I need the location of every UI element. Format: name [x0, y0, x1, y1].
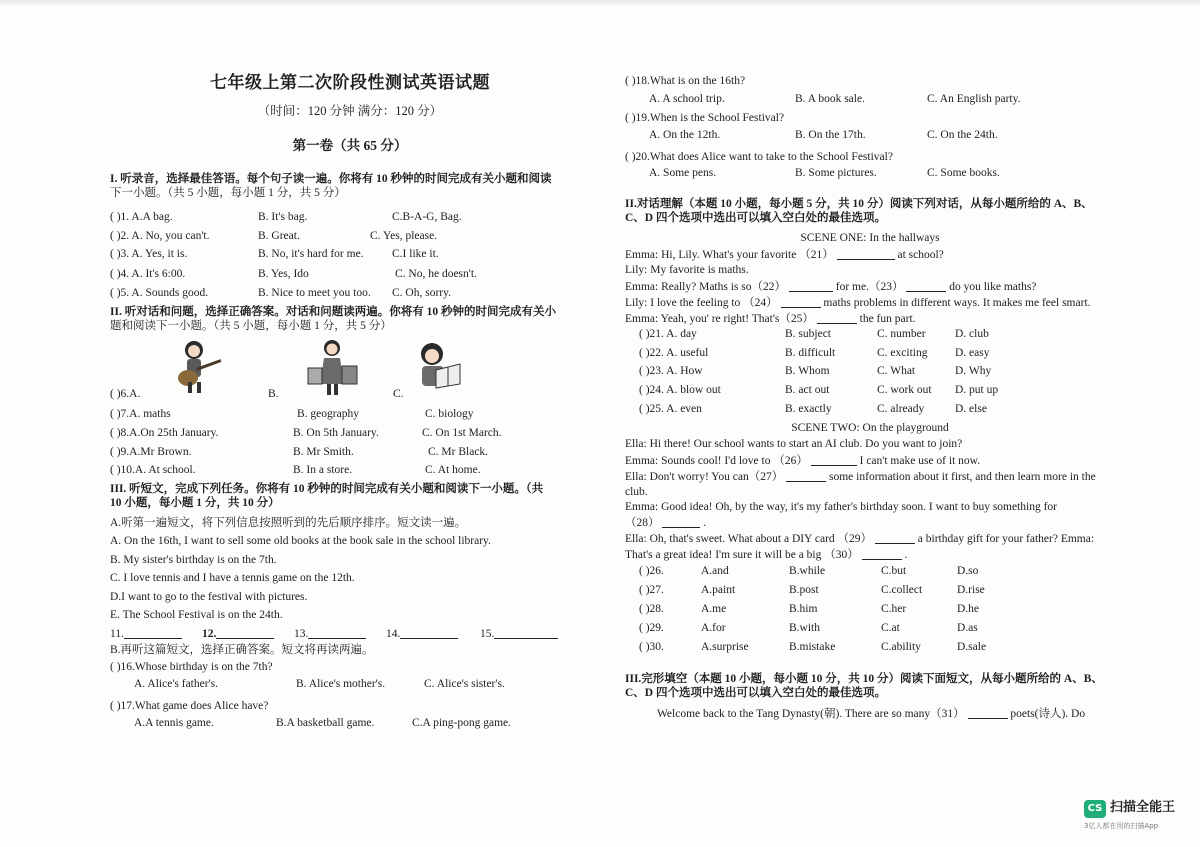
- q5-option-a: ( )5. A. Sounds good.: [110, 287, 209, 299]
- dialogue-line-25-text: Emma: Yeah, you' re right! That's（25）: [625, 313, 814, 325]
- sentence-a: A. On the 16th, I want to sell some old books at the book sale in the school library.: [110, 535, 491, 547]
- q24-option-a: ( )24. A. blow out: [639, 384, 721, 396]
- q16-option-b: B. Alice's mother's.: [296, 678, 386, 690]
- dialogue-line-30-text: That's a great idea! I'm sure it will be a big （30）: [625, 549, 859, 561]
- dialogue-line-26: [625, 453, 980, 468]
- q17-option-c: C.A ping-pong game.: [412, 717, 512, 729]
- dialogue-line-27-tail: some information about it first, and then learn more in the: [829, 471, 1096, 483]
- dialogue-line-23-tail: do you like maths?: [949, 281, 1037, 293]
- blank-label-12: 12.: [202, 628, 217, 640]
- q29-option-c: C.at: [881, 622, 900, 634]
- q23-option-d: D. Why: [955, 365, 992, 377]
- q21-option-a: ( )21. A. day: [639, 328, 697, 340]
- q26-option-b: B.while: [789, 565, 826, 577]
- dialogue-line-29-text: Ella: Oh, that's sweet. What about a DIY card （29）: [625, 533, 873, 545]
- blank-13[interactable]: [308, 626, 366, 639]
- scan-edge: [0, 0, 1200, 6]
- q28-option-c: C.her: [881, 603, 907, 615]
- section2-instructions: [110, 305, 590, 334]
- q23-option-c: C. What: [877, 365, 916, 377]
- blank-11[interactable]: [124, 626, 182, 639]
- exam-title: 七年级上第二次阶段性测试英语试题: [210, 73, 490, 92]
- q27-option-d: D.rise: [957, 584, 985, 596]
- blank-label-11: 11.: [110, 628, 124, 640]
- dialogue-line-29: [625, 531, 1094, 546]
- q29-number: ( )29.: [639, 622, 664, 634]
- q1-option-b: B. It's bag.: [258, 211, 308, 223]
- girl-guitar-icon: [168, 338, 226, 394]
- q24-option-d: D. put up: [955, 384, 999, 396]
- q9-option-b: B. Mr Smith.: [293, 446, 354, 458]
- cloze-line-31: [657, 706, 1085, 721]
- section3-part-a: A.听第一遍短文，将下列信息按照听到的先后顺序排序。短文读一遍。: [110, 517, 467, 529]
- q30-option-d: D.sale: [957, 641, 987, 653]
- q4-option-c: C. No, he doesn't.: [395, 268, 477, 280]
- q2-option-b: B. Great.: [258, 230, 300, 242]
- q6-option-a: ( )6.A.: [110, 388, 141, 400]
- dialogue-line-21: [625, 247, 944, 262]
- cloze-instructions-line1: III.完形填空（本题 10 小题，每小题 10 分，共 10 分）阅读下面短文，从每小题所给的 A、B、: [625, 673, 1103, 685]
- q9-option-a: ( )9.A.Mr Brown.: [110, 446, 192, 458]
- dialogue-line-27-text: Ella: Don't worry! You can（27）: [625, 471, 784, 483]
- blank-24[interactable]: [781, 295, 821, 308]
- q29-option-d: D.as: [957, 622, 978, 634]
- q21-option-b: B. subject: [785, 328, 831, 340]
- q19-option-a: A. On the 12th.: [649, 129, 721, 141]
- q27-number: ( )27.: [639, 584, 664, 596]
- q30-option-c: C.ability: [881, 641, 921, 653]
- dialogue-instructions-line1: II.对话理解（本题 10 小题，每小题 5 分，共 10 分）阅读下列对话，从每小题所给的 A、B、: [625, 198, 1093, 210]
- section3-part-b: B.再听这篇短文，选择正确答案。短文将再读两遍。: [110, 644, 374, 656]
- q2-option-c: C. Yes, please.: [370, 230, 438, 242]
- dialogue-line-21-tail: at school?: [897, 249, 944, 261]
- q3-option-a: ( )3. A. Yes, it is.: [110, 248, 188, 260]
- scanner-app-name: 扫描全能王: [1110, 800, 1176, 815]
- q22-option-c: C. exciting: [877, 347, 928, 359]
- cloze-line-31-text: Welcome back to the Tang Dynasty(朝). There are so many（31）: [657, 708, 965, 720]
- dialogue-line-25: [625, 311, 916, 326]
- exam-time-info: （时间：120 分钟 满分：120 分）: [257, 104, 443, 118]
- cloze-instructions: [625, 672, 1115, 701]
- dialogue-line-lily-1: Lily: My favorite is maths.: [625, 264, 749, 276]
- blank-29[interactable]: [875, 531, 915, 544]
- part-one-title: 第一卷（共 65 分）: [292, 138, 408, 153]
- section3-instructions-line1: III. 听短文，完成下列任务。你将有 10 秒钟的时间完成有关小题和阅读下一小题。（共: [110, 483, 544, 495]
- dialogue-line-29-tail: a birthday gift for your father? Emma:: [917, 533, 1095, 545]
- q29-option-b: B.with: [789, 622, 820, 634]
- q1-option-c: C.B-A-G, Bag.: [392, 211, 462, 223]
- q18-option-c: C. An English party.: [927, 93, 1021, 105]
- q21-option-c: C. number: [877, 328, 926, 340]
- q17-option-a: A.A tennis game.: [134, 717, 214, 729]
- blank-12[interactable]: [216, 626, 274, 639]
- sentence-d: D.I want to go to the festival with pictures.: [110, 591, 308, 603]
- q25-option-b: B. exactly: [785, 403, 832, 415]
- q26-number: ( )26.: [639, 565, 664, 577]
- dialogue-line-26-tail: I can't make use of it now.: [859, 455, 981, 467]
- q22-option-a: ( )22. A. useful: [639, 347, 709, 359]
- dialogue-line-club: club.: [625, 486, 648, 498]
- q19-option-c: C. On the 24th.: [927, 129, 998, 141]
- question-19: ( )19.When is the School Festival?: [625, 112, 785, 124]
- dialogue-line-ella-1: Ella: Hi there! Our school wants to start an AI club. Do you want to join?: [625, 438, 963, 450]
- q28-option-a: A.me: [701, 603, 727, 615]
- section1-instructions-line1: I. 听录音，选择最佳答语。每个句子读一遍。你将有 10 秒钟的时间完成有关小题和阅读: [110, 173, 552, 185]
- q16-option-a: A. Alice's father's.: [134, 678, 218, 690]
- dialogue-line-24-text: Lily: I love the feeling to （24）: [625, 297, 778, 309]
- q27-option-a: A.paint: [701, 584, 736, 596]
- q18-option-b: B. A book sale.: [795, 93, 865, 105]
- blank-label-13: 13.: [294, 628, 309, 640]
- dialogue-line-28: [625, 515, 706, 530]
- q27-option-c: C.collect: [881, 584, 923, 596]
- q28-number: ( )28.: [639, 603, 664, 615]
- question-20: ( )20.What does Alice want to take to the School Festival?: [625, 151, 893, 163]
- q4-option-b: B. Yes, Ido: [258, 268, 309, 280]
- sentence-e: E. The School Festival is on the 24th.: [110, 609, 283, 621]
- q28-option-b: B.him: [789, 603, 818, 615]
- q8-option-a: ( )8.A.On 25th January.: [110, 427, 219, 439]
- dialogue-line-21-text: Emma: Hi, Lily. What's your favorite （21）: [625, 249, 834, 261]
- section1-instructions: [110, 172, 590, 201]
- section1-instructions-line2: 下一小题。（共 5 小题，每小题 1 分，共 5 分）: [110, 187, 346, 200]
- q9-option-c: C. Mr Black.: [428, 446, 489, 458]
- question-18: ( )18.What is on the 16th?: [625, 75, 746, 87]
- dialogue-line-28-tail: .: [703, 517, 707, 529]
- q20-option-a: A. Some pens.: [649, 167, 717, 179]
- q18-option-a: A. A school trip.: [649, 93, 725, 105]
- q29-option-a: A.for: [701, 622, 726, 634]
- q22-option-d: D. easy: [955, 347, 990, 359]
- dialogue-line-26-text: Emma: Sounds cool! I'd love to （26）: [625, 455, 808, 467]
- question-17: ( )17.What game does Alice have?: [110, 700, 269, 712]
- q26-option-c: C.but: [881, 565, 907, 577]
- q4-option-a: ( )4. A. It's 6:00.: [110, 268, 186, 280]
- dialogue-line-25-tail: the fun part.: [859, 313, 916, 325]
- section3-instructions: [110, 482, 590, 511]
- q21-option-d: D. club: [955, 328, 989, 340]
- q20-option-c: C. Some books.: [927, 167, 1000, 179]
- q25-option-a: ( )25. A. even: [639, 403, 702, 415]
- dialogue-instructions: [625, 197, 1115, 226]
- blank-21[interactable]: [837, 247, 895, 260]
- section3-instructions-line2: 10 小题，每小题 1 分，共 10 分）: [110, 497, 280, 510]
- q8-option-c: C. On 1st March.: [422, 427, 502, 439]
- q3-option-b: B. No, it's hard for me.: [258, 248, 364, 260]
- q26-option-a: A.and: [701, 565, 729, 577]
- dialogue-line-30-tail: .: [904, 549, 908, 561]
- q5-option-c: C. Oh, sorry.: [392, 287, 451, 299]
- sentence-c: C. I love tennis and I have a tennis game on the 12th.: [110, 572, 355, 584]
- dialogue-line-27: [625, 469, 1096, 484]
- q7-option-c: C. biology: [425, 408, 474, 420]
- q6-option-c: C.: [393, 388, 404, 400]
- q16-option-c: C. Alice's sister's.: [424, 678, 505, 690]
- q17-option-b: B.A basketball game.: [276, 717, 375, 729]
- q10-option-a: ( )10.A. At school.: [110, 464, 196, 476]
- scanner-tagline: 3亿人都在用的扫描App: [1084, 822, 1159, 830]
- q26-option-d: D.so: [957, 565, 979, 577]
- dialogue-line-23-text: for me.（23）: [835, 281, 904, 293]
- q10-option-c: C. At home.: [425, 464, 481, 476]
- blank-23[interactable]: [906, 279, 946, 292]
- q23-option-b: B. Whom: [785, 365, 830, 377]
- blank-30[interactable]: [862, 547, 902, 560]
- q25-option-c: C. already: [877, 403, 925, 415]
- dialogue-line-24: [625, 295, 1091, 310]
- blank-22[interactable]: [789, 279, 833, 292]
- blank-15[interactable]: [494, 626, 558, 639]
- scanner-logo-icon: CS: [1084, 800, 1106, 818]
- dialogue-line-30: [625, 547, 907, 562]
- q23-option-a: ( )23. A. How: [639, 365, 703, 377]
- q20-option-b: B. Some pictures.: [795, 167, 877, 179]
- blank-31[interactable]: [968, 706, 1008, 719]
- blank-25[interactable]: [817, 311, 857, 324]
- q10-option-b: B. In a store.: [293, 464, 353, 476]
- q5-option-b: B. Nice to meet you too.: [258, 287, 371, 299]
- dialogue-line-24-tail: maths problems in different ways. It makes me feel smart.: [823, 297, 1091, 309]
- q22-option-b: B. difficult: [785, 347, 836, 359]
- q24-option-c: C. work out: [877, 384, 932, 396]
- question-16: ( )16.Whose birthday is on the 7th?: [110, 661, 273, 673]
- q30-option-b: B.mistake: [789, 641, 836, 653]
- q8-option-b: B. On 5th January.: [293, 427, 379, 439]
- q7-option-b: B. geography: [297, 408, 359, 420]
- sentence-b: B. My sister's birthday is on the 7th.: [110, 554, 277, 566]
- q6-option-b: B.: [268, 388, 279, 400]
- dialogue-instructions-line2: C、D 四个选项中选出可以填入空白处的最佳选项。: [625, 212, 886, 225]
- blank-27[interactable]: [786, 469, 826, 482]
- dialogue-line-22-23: [625, 279, 1036, 294]
- girl-shopping-icon: [302, 338, 362, 396]
- q3-option-c: C.I like it.: [392, 248, 439, 260]
- blank-28[interactable]: [662, 515, 700, 528]
- q30-option-a: A.surprise: [701, 641, 749, 653]
- q7-option-a: ( )7.A. maths: [110, 408, 171, 420]
- q27-option-b: B.post: [789, 584, 819, 596]
- q28-option-d: D.he: [957, 603, 980, 615]
- q25-option-d: D. else: [955, 403, 987, 415]
- girl-reading-icon: [410, 340, 464, 394]
- cloze-line-31-tail: poets(诗人). Do: [1010, 708, 1086, 720]
- dialogue-line-22-text: Emma: Really? Maths is so（22）: [625, 281, 786, 293]
- q1-option-a: ( )1. A.A bag.: [110, 211, 173, 223]
- q2-option-a: ( )2. A. No, you can't.: [110, 230, 210, 242]
- blank-14[interactable]: [400, 626, 458, 639]
- blank-label-14: 14.: [386, 628, 401, 640]
- section2-instructions-line1: II. 听对话和问题，选择正确答案。对话和问题读两遍。你将有 10 秒钟的时间完成有关小: [110, 306, 556, 318]
- cloze-instructions-line2: C、D 四个选项中选出可以填入空白处的最佳选项。: [625, 687, 886, 700]
- scene-one-title: SCENE ONE: In the hallways: [800, 232, 940, 244]
- blank-label-15: 15.: [480, 628, 495, 640]
- section2-instructions-line2: 题和阅读下一小题。（共 5 小题，每小题 1 分，共 5 分）: [110, 320, 392, 333]
- q30-number: ( )30.: [639, 641, 664, 653]
- scene-two-title: SCENE TWO: On the playground: [791, 422, 949, 434]
- q24-option-b: B. act out: [785, 384, 830, 396]
- blank-26[interactable]: [811, 453, 857, 466]
- dialogue-line-28-text: （28）: [625, 517, 660, 529]
- dialogue-line-emma-idea: Emma: Good idea! Oh, by the way, it's my father's birthday soon. I want to buy something for: [625, 501, 1058, 513]
- q19-option-b: B. On the 17th.: [795, 129, 866, 141]
